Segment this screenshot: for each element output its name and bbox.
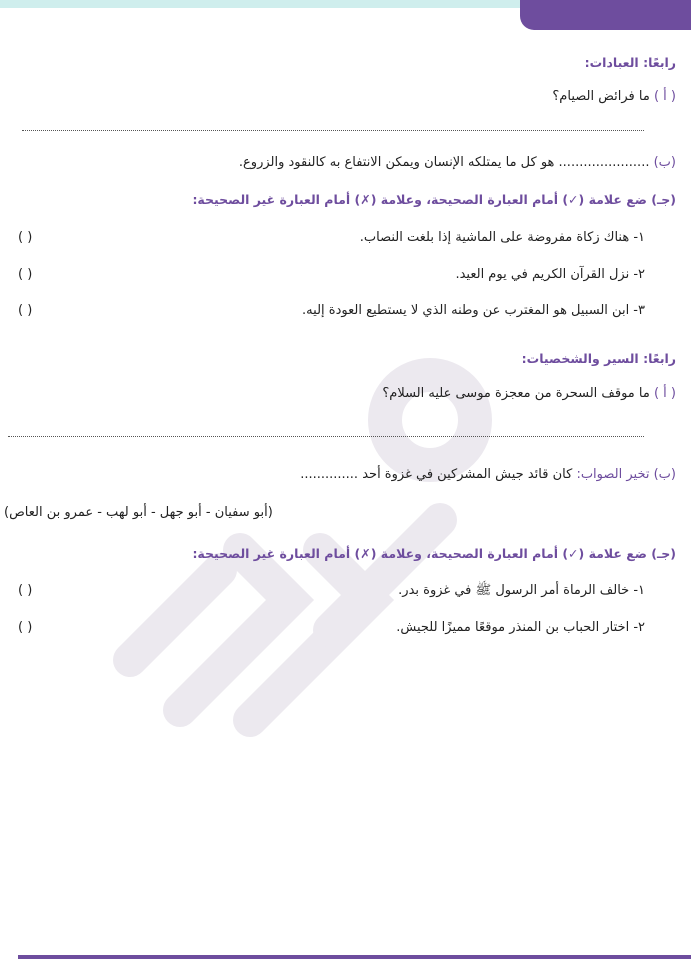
question-title: تخير الصواب: (576, 467, 650, 482)
answer-box[interactable]: ( ) (18, 583, 33, 598)
fill-blank: ...................... (558, 155, 650, 170)
answer-box[interactable]: ( ) (18, 620, 33, 635)
statement-item: ١- هناك زكاة مفروضة على الماشية إذا بلغت النصاب. (359, 230, 645, 245)
answer-box[interactable]: ( ) (18, 230, 33, 245)
question-b-definition (239, 154, 676, 172)
question-text: ما موقف السحرة من معجزة موسى عليه السلام؟ (382, 386, 650, 401)
question-label: ( أ ) (653, 89, 676, 104)
question-c-instruction (192, 191, 676, 209)
question-c-instruction (192, 545, 676, 563)
question-label: ( أ ) (653, 386, 676, 401)
answer-box[interactable]: ( ) (18, 267, 33, 282)
question-text: هو كل ما يمتلكه الإنسان ويمكن الانتفاع به كالنقود والزروع. (238, 155, 555, 170)
question-label: (جـ) (651, 546, 676, 561)
page-corner-tab (520, 0, 691, 30)
choice-options: (أبو سفيان - أبو جهل - أبو لهب - عمرو بن العاص) (4, 505, 273, 520)
question-a-fasting (552, 88, 676, 106)
question-text: كان قائد جيش المشركين في غزوة أحد (362, 467, 573, 482)
question-b-choose (300, 466, 676, 484)
answer-box[interactable]: ( ) (18, 303, 33, 318)
statement-item: ١- خالف الرماة أمر الرسول ﷺ في غزوة بدر. (398, 583, 645, 598)
answer-line (22, 130, 644, 131)
instruction-text: ضع علامة (✓) أمام العبارة الصحيحة، وعلامة (✗) أمام العبارة غير الصحيحة: (192, 192, 647, 207)
question-a-magicians (382, 385, 676, 403)
question-label: (ب) (653, 467, 676, 482)
statement-item: ٢- اختار الحباب بن المنذر موقعًا مميزًا للجيش. (396, 620, 645, 635)
question-text: ما فرائض الصيام؟ (552, 89, 650, 104)
question-label: (ب) (653, 155, 676, 170)
fill-blank: .............. (300, 467, 359, 482)
question-label: (جـ) (651, 192, 676, 207)
statement-item: ٣- ابن السبيل هو المغترب عن وطنه الذي لا يستطيع العودة إليه. (302, 303, 645, 318)
section-heading-biographies: رابعًا: السير والشخصيات: (521, 351, 676, 366)
statement-item: ٢- نزل القرآن الكريم في يوم العيد. (455, 267, 645, 282)
bottom-rule (18, 955, 691, 959)
answer-line (8, 436, 644, 437)
section-heading-worship: رابعًا: العبادات: (584, 55, 676, 70)
instruction-text: ضع علامة (✓) أمام العبارة الصحيحة، وعلامة (✗) أمام العبارة غير الصحيحة: (192, 546, 647, 561)
